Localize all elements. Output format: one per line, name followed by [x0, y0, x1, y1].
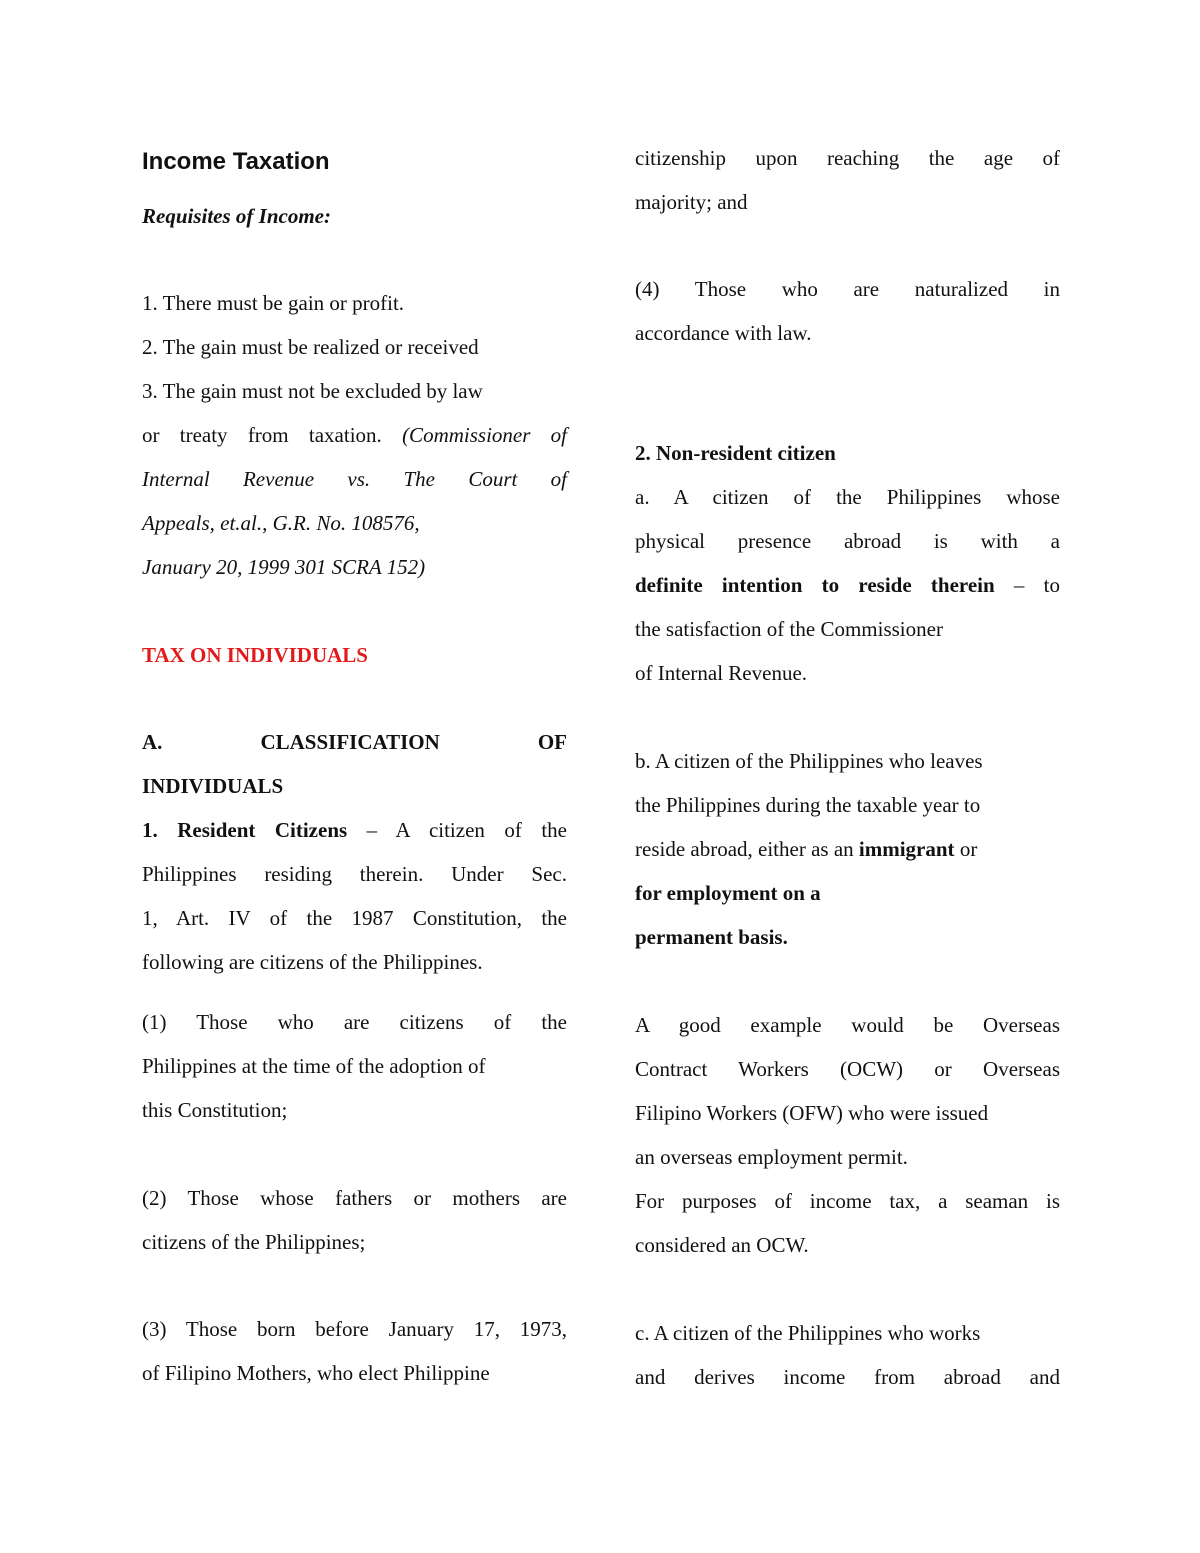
example-paragraph-line: considered an OCW.	[635, 1233, 809, 1257]
non-resident-b: b. A citizen of the Philippines who leaves	[635, 749, 983, 773]
non-resident-a-line: the satisfaction of the Commissioner	[635, 617, 943, 641]
non-resident-b-line: reside abroad, either as an immigrant or	[635, 837, 978, 861]
non-resident-a-line: definite intention to reside therein – to	[635, 573, 1060, 597]
citizen-item-4: (4) Those who are naturalized in	[635, 277, 1060, 301]
citizen-item-1-line: this Constitution;	[142, 1098, 288, 1122]
example-paragraph-line: an overseas employment permit.	[635, 1145, 908, 1169]
non-resident-heading: 2. Non-resident citizen	[635, 441, 836, 465]
requisite-2: 2. The gain must be realized or received	[142, 335, 479, 359]
requisites-heading: Requisites of Income:	[142, 204, 331, 228]
requisite-1: 1. There must be gain or profit.	[142, 291, 405, 315]
citation-line: Internal Revenue vs. The Court of	[142, 467, 567, 491]
non-resident-b-line: for employment on a	[635, 881, 821, 905]
citizen-item-4-line: accordance with law.	[635, 321, 812, 345]
citizen-item-2-line: citizens of the Philippines;	[142, 1230, 366, 1254]
resident-citizens-line: following are citizens of the Philippines.	[142, 950, 483, 974]
resident-citizens-line: 1, Art. IV of the 1987 Constitution, the	[142, 906, 567, 930]
citizen-item-2: (2) Those whose fathers or mothers are	[142, 1186, 567, 1210]
non-resident-c-line: and derives income from abroad and	[635, 1365, 1060, 1389]
example-paragraph-line: For purposes of income tax, a seaman is	[635, 1189, 1060, 1213]
citation-line: January 20, 1999 301 SCRA 152)	[142, 555, 426, 579]
requisite-3-cont: or treaty from taxation. (Commissioner of	[142, 423, 567, 447]
non-resident-a-line: physical presence abroad is with a	[635, 529, 1060, 553]
non-resident-b-line: the Philippines during the taxable year to	[635, 793, 981, 817]
citizen-item-1-line: Philippines at the time of the adoption of	[142, 1054, 486, 1078]
citizen-item-3-line: citizenship upon reaching the age of	[635, 146, 1060, 170]
classification-heading-cont: INDIVIDUALS	[142, 774, 284, 798]
citizen-item-1: (1) Those who are citizens of the	[142, 1010, 567, 1034]
non-resident-c: c. A citizen of the Philippines who works	[635, 1321, 981, 1345]
example-paragraph-line: Filipino Workers (OFW) who were issued	[635, 1101, 989, 1125]
citizen-item-3-line: of Filipino Mothers, who elect Philippine	[142, 1361, 490, 1385]
requisite-3: 3. The gain must not be excluded by law	[142, 379, 483, 403]
citation: (Commissioner of	[402, 423, 567, 447]
citation-line: Appeals, et.al., G.R. No. 108576,	[142, 511, 420, 535]
example-paragraph: A good example would be Overseas	[635, 1013, 1060, 1037]
non-resident-a-line: of Internal Revenue.	[635, 661, 808, 685]
non-resident-a: a. A citizen of the Philippines whose	[635, 485, 1060, 509]
example-paragraph-line: Contract Workers (OCW) or Overseas	[635, 1057, 1060, 1081]
resident-citizens-line: Philippines residing therein. Under Sec.	[142, 862, 567, 886]
non-resident-b-line: permanent basis.	[635, 925, 788, 949]
citizen-item-3-line: majority; and	[635, 190, 748, 214]
citizen-item-3: (3) Those born before January 17, 1973,	[142, 1317, 567, 1341]
page-title: Income Taxation	[142, 148, 330, 175]
resident-citizens: 1. Resident Citizens – A citizen of the	[142, 818, 567, 842]
classification-heading: A. CLASSIFICATION OF	[142, 730, 568, 754]
tax-on-individuals-heading: TAX ON INDIVIDUALS	[142, 643, 368, 667]
